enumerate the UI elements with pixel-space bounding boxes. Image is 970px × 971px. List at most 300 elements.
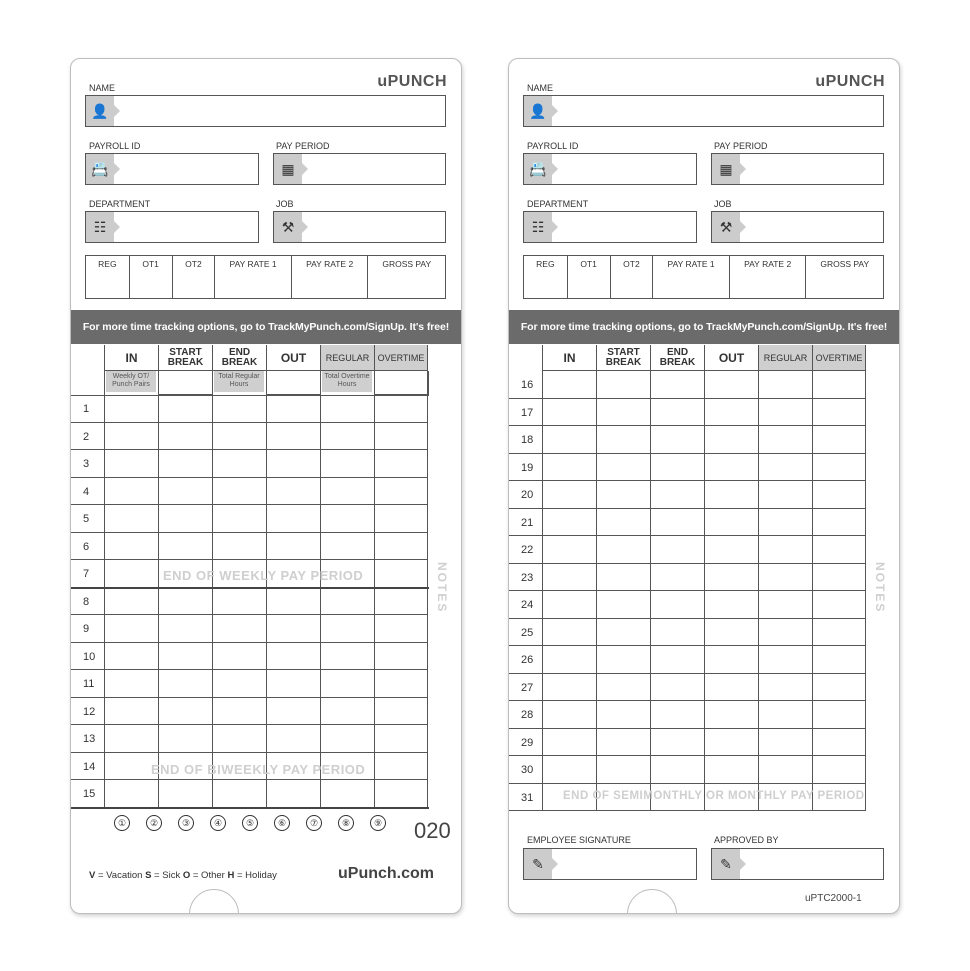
punch-cell[interactable] xyxy=(320,588,374,616)
grid-line xyxy=(266,371,267,395)
grid-line xyxy=(428,371,429,395)
col-subheader: Total Regular Hours xyxy=(214,371,264,392)
row-number: 8 xyxy=(83,595,90,608)
punch-cell[interactable] xyxy=(542,564,596,592)
punch-cell[interactable] xyxy=(266,643,320,671)
punch-cell[interactable] xyxy=(758,564,812,592)
punch-cell[interactable] xyxy=(650,756,704,784)
row-number: 13 xyxy=(83,733,96,745)
punch-cell[interactable] xyxy=(320,615,374,643)
pay-summary-box xyxy=(523,255,884,299)
punch-cell[interactable] xyxy=(542,701,596,729)
punch-cell[interactable] xyxy=(542,536,596,564)
punch-cell[interactable] xyxy=(104,423,158,451)
calendar-icon: ▦ xyxy=(712,154,740,184)
person-icon: 👤 xyxy=(524,96,552,126)
punch-cell[interactable] xyxy=(812,399,866,427)
punch-cell[interactable] xyxy=(596,701,650,729)
punch-cell[interactable] xyxy=(758,509,812,537)
punch-cell[interactable] xyxy=(542,619,596,647)
department-field[interactable] xyxy=(85,211,259,243)
punch-cell[interactable] xyxy=(212,423,266,451)
col-header-overtime: OVERTIME xyxy=(374,345,428,371)
punch-cell[interactable] xyxy=(596,536,650,564)
punch-cell[interactable] xyxy=(812,426,866,454)
row-number: 10 xyxy=(83,650,96,663)
col-subheader: Total Overtime Hours xyxy=(322,371,372,392)
punch-cell[interactable] xyxy=(596,399,650,427)
punch-cell[interactable] xyxy=(650,591,704,619)
col-header-regular: REGULAR xyxy=(320,345,374,371)
punch-cell[interactable] xyxy=(542,591,596,619)
tools-icon: ⚒ xyxy=(274,212,302,242)
punch-cell[interactable] xyxy=(704,481,758,509)
row-divider xyxy=(509,783,542,784)
punch-cell[interactable] xyxy=(596,729,650,757)
punch-cell[interactable] xyxy=(704,454,758,482)
row-number: 18 xyxy=(521,434,534,446)
punch-cell[interactable] xyxy=(812,646,866,674)
punch-cell[interactable] xyxy=(704,399,758,427)
row-divider xyxy=(509,810,542,811)
punch-cell[interactable] xyxy=(596,756,650,784)
punch-cell[interactable] xyxy=(650,481,704,509)
payroll-id-label: PAYROLL ID xyxy=(527,141,579,151)
column-number: ⑦ xyxy=(306,815,322,831)
pay-col-gross[interactable]: GROSS PAY xyxy=(820,259,870,269)
punch-cell[interactable] xyxy=(650,399,704,427)
payroll-id-label: PAYROLL ID xyxy=(89,141,141,151)
punch-cell[interactable] xyxy=(158,533,212,561)
punch-cell[interactable] xyxy=(374,670,428,698)
legend-h-text: = Holiday xyxy=(234,870,277,881)
punch-cell[interactable] xyxy=(542,371,596,399)
punch-cell[interactable] xyxy=(320,670,374,698)
punch-cell[interactable] xyxy=(596,426,650,454)
punch-cell[interactable] xyxy=(374,780,428,808)
row-number: 23 xyxy=(521,571,534,584)
punch-cell[interactable] xyxy=(542,481,596,509)
pay-period-label: PAY PERIOD xyxy=(276,141,330,151)
row-number: 11 xyxy=(83,678,95,690)
pay-col-ot1[interactable]: OT1 xyxy=(130,256,173,298)
punch-cell[interactable] xyxy=(212,698,266,726)
approved-by-label: APPROVED BY xyxy=(714,835,779,845)
pay-period-field[interactable] xyxy=(711,153,884,185)
col-header-out: OUT xyxy=(266,345,320,371)
punch-cell[interactable] xyxy=(104,560,158,588)
punch-cell[interactable] xyxy=(812,536,866,564)
punch-cell[interactable] xyxy=(812,756,866,784)
punch-cell[interactable] xyxy=(374,505,428,533)
column-number: ③ xyxy=(178,815,194,831)
punch-cell[interactable] xyxy=(650,646,704,674)
punch-cell[interactable] xyxy=(704,426,758,454)
punch-cell[interactable] xyxy=(704,619,758,647)
punch-cell[interactable] xyxy=(758,371,812,399)
punch-cell[interactable] xyxy=(320,450,374,478)
job-field[interactable] xyxy=(711,211,884,243)
punch-cell[interactable] xyxy=(158,698,212,726)
punch-cell[interactable] xyxy=(650,426,704,454)
punch-cell[interactable] xyxy=(158,450,212,478)
punch-cell[interactable] xyxy=(266,725,320,753)
punch-cell[interactable] xyxy=(650,509,704,537)
pay-summary-box xyxy=(85,255,446,299)
department-label: DEPARTMENT xyxy=(89,199,151,209)
col-header-in: IN xyxy=(542,345,596,371)
legend-v-key: V xyxy=(89,870,96,881)
grid-line xyxy=(374,371,375,395)
punch-cell[interactable] xyxy=(374,423,428,451)
punch-cell[interactable] xyxy=(158,588,212,616)
row-number: 28 xyxy=(521,709,534,721)
punch-cell[interactable] xyxy=(212,670,266,698)
punch-cell[interactable] xyxy=(758,426,812,454)
punch-cell[interactable] xyxy=(542,646,596,674)
punch-cell[interactable] xyxy=(812,454,866,482)
punch-cell[interactable] xyxy=(812,564,866,592)
punch-cell[interactable] xyxy=(758,481,812,509)
pay-col-rate1[interactable]: PAY RATE 1 xyxy=(653,256,730,298)
column-number: ⑨ xyxy=(370,815,386,831)
punch-cell[interactable] xyxy=(266,395,320,423)
col-subheader: Weekly OT/ Punch Pairs xyxy=(106,371,156,392)
row-divider xyxy=(71,642,104,643)
time-card-front xyxy=(70,58,462,914)
job-label: JOB xyxy=(276,199,294,209)
grid-line xyxy=(158,371,159,395)
punch-cell[interactable] xyxy=(542,729,596,757)
row-number: 5 xyxy=(83,513,90,525)
row-divider xyxy=(509,453,542,454)
row-divider xyxy=(71,477,104,478)
punch-cell[interactable] xyxy=(158,670,212,698)
punch-cell[interactable] xyxy=(158,423,212,451)
row-divider xyxy=(509,425,542,426)
column-number: ① xyxy=(114,815,130,831)
column-number: ⑥ xyxy=(274,815,290,831)
col-header-overtime: OVERTIME xyxy=(812,345,866,371)
punch-cell[interactable] xyxy=(812,591,866,619)
punch-cell[interactable] xyxy=(542,756,596,784)
end-semimonthly-label: END OF SEMIMONTHLY OR MONTHLY PAY PERIOD xyxy=(563,790,865,802)
column-number: ⑤ xyxy=(242,815,258,831)
row-divider xyxy=(509,480,542,481)
punch-cell[interactable] xyxy=(320,533,374,561)
punch-cell[interactable] xyxy=(158,615,212,643)
person-icon: 👤 xyxy=(86,96,114,126)
punch-cell[interactable] xyxy=(812,619,866,647)
punch-cell[interactable] xyxy=(650,729,704,757)
row-divider xyxy=(509,590,542,591)
punch-cell[interactable] xyxy=(374,643,428,671)
pay-col-reg[interactable]: REG xyxy=(524,256,568,298)
punch-cell[interactable] xyxy=(542,509,596,537)
punch-cell[interactable] xyxy=(212,615,266,643)
punch-cell[interactable] xyxy=(596,591,650,619)
punch-cell[interactable] xyxy=(266,450,320,478)
punch-cell[interactable] xyxy=(374,450,428,478)
punch-cell[interactable] xyxy=(320,505,374,533)
punch-cell[interactable] xyxy=(758,701,812,729)
row-number: 1 xyxy=(83,403,90,415)
punch-cell[interactable] xyxy=(758,536,812,564)
punch-cell[interactable] xyxy=(596,481,650,509)
punch-cell[interactable] xyxy=(704,701,758,729)
punch-cell[interactable] xyxy=(650,674,704,702)
col-subheader xyxy=(266,371,320,395)
punch-cell[interactable] xyxy=(542,426,596,454)
punch-cell[interactable] xyxy=(542,674,596,702)
punch-cell[interactable] xyxy=(596,371,650,399)
punch-cell[interactable] xyxy=(266,780,320,808)
punch-cell[interactable] xyxy=(320,423,374,451)
punch-cell[interactable] xyxy=(650,619,704,647)
punch-cell[interactable] xyxy=(374,560,428,588)
row-number: 12 xyxy=(83,705,96,718)
punch-cell[interactable] xyxy=(212,450,266,478)
punch-cell[interactable] xyxy=(758,756,812,784)
punch-cell[interactable] xyxy=(812,371,866,399)
time-card-back xyxy=(508,58,900,914)
pay-period-field[interactable] xyxy=(273,153,446,185)
badge-icon: 📇 xyxy=(86,154,114,184)
row-number: 17 xyxy=(521,406,534,419)
card-number: 020 xyxy=(414,818,451,843)
punch-cell[interactable] xyxy=(104,643,158,671)
punch-cell[interactable] xyxy=(704,536,758,564)
punch-cell[interactable] xyxy=(812,674,866,702)
punch-cell[interactable] xyxy=(542,454,596,482)
signature-field[interactable] xyxy=(523,848,697,880)
punch-cell[interactable] xyxy=(596,646,650,674)
name-field[interactable] xyxy=(85,95,446,127)
punch-cell[interactable] xyxy=(212,780,266,808)
pay-col-gross[interactable]: GROSS PAY xyxy=(382,259,432,269)
punch-cell[interactable] xyxy=(320,780,374,808)
calendar-icon: ▦ xyxy=(274,154,302,184)
form-code: uPTC2000-1 xyxy=(805,893,862,904)
row-number: 15 xyxy=(83,788,96,800)
pen-icon: ✎ xyxy=(524,849,552,879)
punch-cell[interactable] xyxy=(158,780,212,808)
row-number: 25 xyxy=(521,626,534,639)
row-divider xyxy=(71,697,104,698)
col-header-out: OUT xyxy=(704,345,758,371)
punch-cell[interactable] xyxy=(266,505,320,533)
row-number: 29 xyxy=(521,736,534,749)
punch-cell[interactable] xyxy=(320,395,374,423)
row-number: 14 xyxy=(83,760,96,773)
pay-col-rate2[interactable]: PAY RATE 2 xyxy=(292,256,369,298)
punch-cell[interactable] xyxy=(158,395,212,423)
punch-cell[interactable] xyxy=(320,725,374,753)
punch-cell[interactable] xyxy=(596,564,650,592)
row-divider xyxy=(71,422,104,423)
punch-cell[interactable] xyxy=(758,674,812,702)
punch-cell[interactable] xyxy=(650,564,704,592)
pay-col-ot2[interactable]: OT2 xyxy=(611,256,654,298)
punch-cell[interactable] xyxy=(104,725,158,753)
punch-cell[interactable] xyxy=(758,646,812,674)
promo-banner: For more time tracking options, go to TrackMyPunch.com/SignUp. It's free! xyxy=(71,310,461,344)
punch-cell[interactable] xyxy=(704,371,758,399)
punch-cell[interactable] xyxy=(158,478,212,506)
punch-cell[interactable] xyxy=(704,729,758,757)
punch-cell[interactable] xyxy=(758,591,812,619)
row-divider xyxy=(71,614,104,615)
punch-cell[interactable] xyxy=(104,478,158,506)
payroll-id-field[interactable] xyxy=(523,153,697,185)
punch-cell[interactable] xyxy=(104,780,158,808)
row-divider xyxy=(509,398,542,399)
punch-cell[interactable] xyxy=(266,615,320,643)
job-field[interactable] xyxy=(273,211,446,243)
punch-cell[interactable] xyxy=(374,615,428,643)
row-number: 3 xyxy=(83,458,90,470)
signature-label: EMPLOYEE SIGNATURE xyxy=(527,835,631,845)
row-number: 4 xyxy=(83,485,90,498)
row-divider xyxy=(509,535,542,536)
punch-cell[interactable] xyxy=(704,591,758,619)
punch-cell[interactable] xyxy=(212,533,266,561)
punch-cell[interactable] xyxy=(704,756,758,784)
department-field[interactable] xyxy=(523,211,697,243)
punch-cell[interactable] xyxy=(374,698,428,726)
punch-cell[interactable] xyxy=(596,509,650,537)
punch-cell[interactable] xyxy=(266,423,320,451)
row-divider xyxy=(509,508,542,509)
row-number: 20 xyxy=(521,489,534,501)
punch-cell[interactable] xyxy=(266,478,320,506)
punch-cell[interactable] xyxy=(650,536,704,564)
punch-cell[interactable] xyxy=(104,698,158,726)
punch-cell[interactable] xyxy=(374,725,428,753)
punch-cell[interactable] xyxy=(320,698,374,726)
col-subheader xyxy=(158,371,212,395)
punch-cell[interactable] xyxy=(650,701,704,729)
punch-cell[interactable] xyxy=(320,478,374,506)
punch-cell[interactable] xyxy=(374,753,428,781)
punch-cell[interactable] xyxy=(266,698,320,726)
col-header-start-break: START BREAK xyxy=(158,345,212,371)
col-header-in: IN xyxy=(104,345,158,371)
punch-cell[interactable] xyxy=(158,643,212,671)
punch-cell[interactable] xyxy=(320,643,374,671)
site-url[interactable]: uPunch.com xyxy=(338,865,435,882)
punch-cell[interactable] xyxy=(704,509,758,537)
grid-line xyxy=(104,371,105,395)
punch-cell[interactable] xyxy=(812,701,866,729)
punch-cell[interactable] xyxy=(704,646,758,674)
row-number: 26 xyxy=(521,654,534,666)
punch-cell[interactable] xyxy=(374,395,428,423)
row-number: 22 xyxy=(521,544,534,556)
punch-cell[interactable] xyxy=(104,588,158,616)
punch-cell[interactable] xyxy=(266,588,320,616)
row-number: 2 xyxy=(83,430,90,443)
legend-o-key: O xyxy=(182,870,191,881)
punch-cell[interactable] xyxy=(212,478,266,506)
punch-cell[interactable] xyxy=(374,588,428,616)
column-number: ② xyxy=(146,815,162,831)
row-divider xyxy=(509,673,542,674)
punch-cell[interactable] xyxy=(812,481,866,509)
punch-cell[interactable] xyxy=(158,505,212,533)
pay-col-ot1[interactable]: OT1 xyxy=(568,256,611,298)
punch-cell[interactable] xyxy=(542,399,596,427)
punch-cell[interactable] xyxy=(104,753,158,781)
name-field[interactable] xyxy=(523,95,884,127)
row-divider xyxy=(509,700,542,701)
approved-by-field[interactable] xyxy=(711,848,884,880)
punch-cell[interactable] xyxy=(650,454,704,482)
punch-cell[interactable] xyxy=(266,533,320,561)
col-header-end-break: END BREAK xyxy=(212,345,266,371)
pay-col-rate1[interactable]: PAY RATE 1 xyxy=(215,256,292,298)
name-label: NAME xyxy=(89,83,116,93)
punch-cell[interactable] xyxy=(104,395,158,423)
col-header-regular: REGULAR xyxy=(758,345,812,371)
row-number: 6 xyxy=(83,540,90,553)
end-biweekly-label: END OF BIWEEKLY PAY PERIOD xyxy=(151,762,366,777)
punch-cell[interactable] xyxy=(596,454,650,482)
punch-cell[interactable] xyxy=(212,643,266,671)
punch-cell[interactable] xyxy=(704,564,758,592)
row-number: 31 xyxy=(521,791,534,804)
payroll-id-field[interactable] xyxy=(85,153,259,185)
punch-cell[interactable] xyxy=(812,729,866,757)
punch-cell[interactable] xyxy=(650,371,704,399)
punch-cell[interactable] xyxy=(104,670,158,698)
punch-cell[interactable] xyxy=(758,399,812,427)
punch-cell[interactable] xyxy=(104,450,158,478)
pay-col-ot2[interactable]: OT2 xyxy=(173,256,216,298)
legend-h-key: H xyxy=(227,870,235,881)
punch-cell[interactable] xyxy=(704,674,758,702)
punch-cell[interactable] xyxy=(158,725,212,753)
punch-cell[interactable] xyxy=(212,725,266,753)
legend-v-text: = Vacation xyxy=(95,870,146,881)
row-number: 24 xyxy=(521,599,534,611)
punch-cell[interactable] xyxy=(596,674,650,702)
name-label: NAME xyxy=(527,83,554,93)
punch-cell[interactable] xyxy=(212,588,266,616)
punch-cell[interactable] xyxy=(212,395,266,423)
org-chart-icon: ☷ xyxy=(86,212,114,242)
pen-icon: ✎ xyxy=(712,849,740,879)
punch-cell[interactable] xyxy=(758,454,812,482)
punch-cell[interactable] xyxy=(812,509,866,537)
pay-col-reg[interactable]: REG xyxy=(86,256,130,298)
punch-cell[interactable] xyxy=(104,505,158,533)
row-divider xyxy=(71,449,104,450)
punch-cell[interactable] xyxy=(758,619,812,647)
punch-cell[interactable] xyxy=(104,533,158,561)
punch-cell[interactable] xyxy=(266,670,320,698)
punch-cell[interactable] xyxy=(374,533,428,561)
punch-cell[interactable] xyxy=(104,615,158,643)
punch-cell[interactable] xyxy=(596,619,650,647)
row-number: 7 xyxy=(83,568,90,580)
row-divider xyxy=(509,563,542,564)
pay-col-rate2[interactable]: PAY RATE 2 xyxy=(730,256,807,298)
punch-cell[interactable] xyxy=(758,729,812,757)
punch-cell[interactable] xyxy=(374,478,428,506)
punch-cell[interactable] xyxy=(212,505,266,533)
grid-line xyxy=(212,371,213,395)
